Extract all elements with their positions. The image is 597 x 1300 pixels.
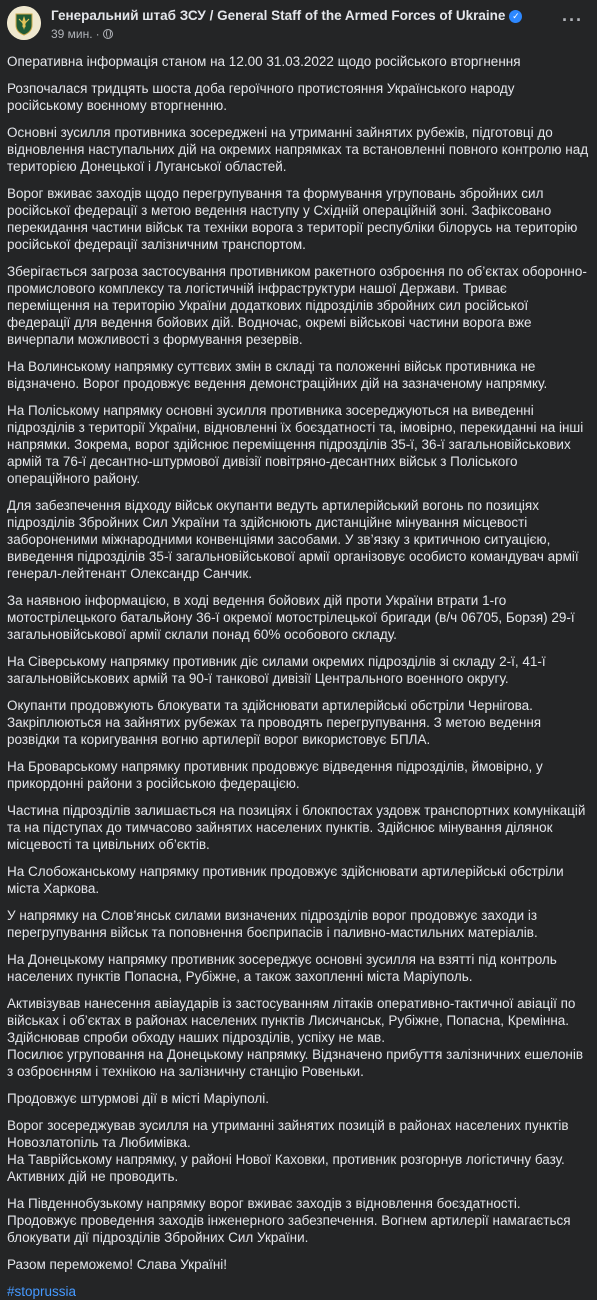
post-paragraph: Основні зусилля противника зосереджені на утриманні зайнятих рубежів, підготовці до відновлення наступальних дій на окремих напрямках та встановленні повного контролю над територією Донецької і Луганської областей. [7,125,589,174]
post-paragraph: За наявною інформацією, в ході ведення бойових дій проти України втрати 1-го мотострілецького батальйону 36-ї окремої мотострілецької бригади (в/ч 06705, Борзя) 29-ї загальновійськової армії склали понад 60% особового складу. [7,593,575,642]
post-paragraph: На Волинському напрямку суттєвих змін в складі та положенні військ противника не відзначено. Ворог продовжує ведення демонстраційних дій на зазначеному напрямку. [7,359,548,391]
meta-separator: · [95,27,100,41]
coat-of-arms-logo [7,6,41,40]
post-paragraph: На Південнобузькому напрямку ворог вживає заходів з відновлення боєздатності. Продовжує проведення заходів інженерного забезпечення. Вогнем артилерії намагається блокувати дії підрозділів Збройних Сил України. [7,1196,571,1245]
post-paragraph: Разом переможемо! Слава Україні! [7,1257,228,1272]
post-paragraph: Розпочалася тридцять шоста доба героїчного протистояння Українського народу російському воєнному вторгненню. [7,81,515,113]
post-paragraph: Оперативна інформація станом на 12.00 31.03.2022 щодо російського вторгнення [7,54,521,69]
post-timestamp[interactable]: 39 мин. [51,27,93,41]
post-paragraph: Зберігається загроза застосування противником ракетного озброєння по об’єктах оборонно-промислового комплексу та логістичній інфраструктури нашої Держави. Триває переміщення на територію України додаткових підрозділів збройних сил російської федерації для ведення бойових дій. Водночас, окремі військові частини ворога вже вичерпали можливості з формування резервів. [7,264,587,347]
hashtag-link[interactable]: #stoprussia [7,1284,77,1299]
author-name[interactable] [51,8,522,23]
post-paragraph: На Поліському напрямку основні зусилля противника зосереджуються на виведенні підрозділів з території України, відновленні їх боєздатності та, імовірно, перекиданні на інші напрямки. Зокрема, ворог здійснює переміщення підрозділів 35-ї, 36-ї загальновійськових армій та 76-ї десантно-штурмової дивізії повітряно-десантних військ з Поліського операційного району. [7,403,584,486]
post-paragraph: Частина підрозділів залишається на позиціях і блокпостах уздовж транспортних комунікацій та на підступах до тимчасово зайнятих населених пунктів. Здійснює мінування ділянок місцевості та цивільних об’єктів. [7,803,586,852]
globe-icon[interactable] [103,29,113,39]
post-paragraph: Ворог зосереджував зусилля на утриманні зайнятих позицій в районах населених пунктів Новозлатопіль та Любимівка. [7,1118,569,1150]
post-paragraph: На Слобожанському напрямку противник продовжує здійснювати артилерійські обстріли міста Харкова. [7,864,564,896]
post-paragraph: На Броварському напрямку противник продовжує відведення підрозділів, ймовірно, у прикордонні райони з російською федерацією. [7,759,543,791]
post-paragraph: Активізував нанесення авіаударів із застосуванням літаків оперативно-тактичної авіації по військах і об’єктах в районах населених пунктів Лисичанськ, Рубіжне, Попасна, Кремінна. Здійснював спроби обходу наших підрозділів, успіху не мав. [7,996,576,1045]
post-paragraph: На Таврійському напрямку, у районі Нової Каховки, противник розгорнув логістичну базу. Активних дій не проводить. [7,1152,565,1184]
page-avatar[interactable] [7,6,41,40]
post-paragraph: Посилює угруповання на Донецькому напрямку. Відзначено прибуття залізничних ешелонів з озброєнням і технікою на залізничну станцію Ровеньки. [7,1047,583,1079]
post-paragraph: У напрямку на Слов’янськ силами визначених підрозділів ворог продовжує заходи із перегрупування військ та поповнення боєприпасів і паливно-мастильних матеріалів. [7,908,538,940]
post-paragraph: Продовжує штурмові дії в місті Маріуполі. [7,1091,269,1106]
post-paragraph: На Сіверському напрямку противник діє силами окремих підрозділів зі складу 2-ї, 41-ї загальновійськових армій та 90-ї танкової дивізії Центрального военного округу. [7,654,546,686]
more-options-icon[interactable]: ··· [562,10,583,30]
post-paragraph: Окупанти продовжують блокувати та здійснювати артилерійські обстріли Чернігова. Закріплюються на зайнятих рубежах та проводять перегрупування. З метою ведення розвідки та коригування вогню артилерії ворог використовує БПЛА. [7,698,542,747]
post-paragraph: Для забезпечення відходу військ окупанти ведуть артилерійський вогонь по позиціях підрозділів Збройних Сил України та здійснюють дистанційне мінування місцевості забороненими міжнародними конвенціями засобами. У зв’язку з критичною ситуацією, виведення підрозділів 35-ї загальновійськової армії організовує особисто командувач армії генерал-лейтенант Олександр Санчик. [7,498,579,581]
verified-badge-icon: ✓ [509,10,522,23]
post-header [7,6,597,46]
author-name-text[interactable]: Генеральний штаб ЗСУ / General Staff of the Armed Forces of Ukraine [51,8,506,23]
post-paragraph: Ворог вживає заходів щодо перегрупування та формування угруповань збройних сил російської федерації з метою ведення наступу у Східній операційній зоні. Зафіксовано перекидання частини військ та техніки ворога з території республіки білорусь на територію російської федерації залізничним транспортом. [7,186,578,252]
post-body [7,53,591,1300]
post-meta [51,27,113,41]
post-paragraph: На Донецькому напрямку противник зосереджує основні зусилля на взятті під контроль населених пунктів Попасна, Рубіжне, а також захопленні міста Маріуполь. [7,952,557,984]
